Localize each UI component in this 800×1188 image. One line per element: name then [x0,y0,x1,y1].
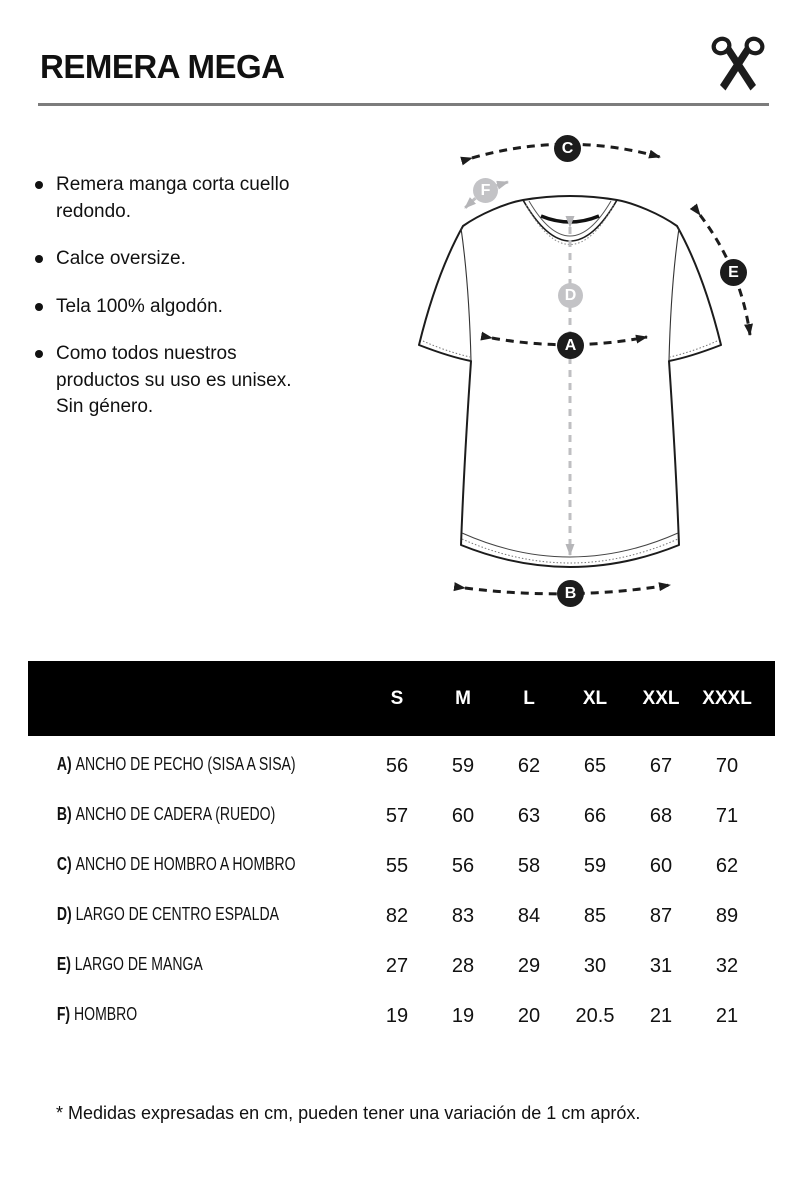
column-header-s: S [390,687,404,709]
row-label: D) LARGO DE CENTRO ESPALDA [56,903,279,924]
cell-value: 66 [583,804,607,827]
product-feature-list [35,172,307,442]
cell-value: 31 [649,954,673,977]
table-row [28,841,775,891]
column-header-xxl: XXL [642,687,680,709]
cell-value: 62 [715,854,739,877]
cell-value: 20 [517,1004,541,1027]
cell-value: 56 [451,854,475,877]
bullet-icon [35,350,43,358]
tshirt-measurement-diagram [390,130,790,630]
marker-f: F [473,178,498,203]
cell-value: 67 [649,754,673,777]
table-row [28,741,775,791]
marker-b: B [557,580,584,607]
marker-e: E [720,259,747,286]
bullet-icon [35,303,43,311]
marker-c: C [554,135,581,162]
list-item [35,246,307,273]
cell-value: 56 [385,754,409,777]
cell-value: 28 [451,954,475,977]
cell-value: 29 [517,954,541,977]
cell-value: 82 [385,904,409,927]
table-row [28,991,775,1041]
cell-value: 20.5 [575,1004,615,1027]
cell-value: 27 [385,954,409,977]
row-label: C) ANCHO DE HOMBRO A HOMBRO [56,853,296,874]
list-item [35,341,307,421]
row-label: A) ANCHO DE PECHO (SISA A SISA) [56,753,296,774]
list-item [35,172,307,225]
size-table [28,661,775,1041]
cell-value: 62 [517,754,541,777]
row-label: F) HOMBRO [56,1003,138,1024]
column-header-m: M [455,687,471,709]
header-divider [38,103,769,106]
cell-value: 60 [649,854,673,877]
cell-value: 68 [649,804,673,827]
row-label: B) ANCHO DE CADERA (RUEDO) [56,803,276,824]
cell-value: 57 [385,804,409,827]
table-row [28,941,775,991]
cell-value: 83 [451,904,475,927]
cell-value: 71 [715,804,739,827]
column-header-xxxl: XXXL [702,687,752,709]
marker-d: D [558,283,583,308]
size-table-body [28,736,775,1041]
cell-value: 19 [385,1004,409,1027]
cell-value: 85 [583,904,607,927]
feature-text: Como todos nuestros productos su uso es unisex. Sin género. [56,343,292,417]
cell-value: 30 [583,954,607,977]
cell-value: 70 [715,754,739,777]
cell-value: 84 [517,904,541,927]
table-row [28,891,775,941]
table-row [28,791,775,841]
cell-value: 89 [715,904,739,927]
cell-value: 55 [385,854,409,877]
cell-value: 58 [517,854,541,877]
feature-text: Tela 100% algodón. [56,295,223,317]
marker-a: A [557,332,584,359]
column-header-xl: XL [582,687,608,709]
cell-value: 60 [451,804,475,827]
column-header-l: L [523,687,535,709]
cell-value: 87 [649,904,673,927]
cell-value: 32 [715,954,739,977]
bullet-icon [35,181,43,189]
scissors-icon [706,35,770,95]
cell-value: 59 [583,854,607,877]
feature-text: Remera manga corta cuello redondo. [56,174,290,222]
cell-value: 59 [451,754,475,777]
size-table-header [28,661,775,736]
cell-value: 21 [649,1004,673,1027]
cell-value: 19 [451,1004,475,1027]
bullet-icon [35,255,43,263]
list-item [35,294,307,321]
row-label: E) LARGO DE MANGA [56,953,203,974]
feature-text: Calce oversize. [56,248,186,269]
cell-value: 21 [715,1004,739,1027]
page-title: REMERA MEGA [40,48,285,85]
cell-value: 63 [517,804,541,827]
measurement-disclaimer: * Medidas expresadas en cm, pueden tener una variación de 1 cm apróx. [56,1103,641,1123]
cell-value: 65 [583,754,607,777]
